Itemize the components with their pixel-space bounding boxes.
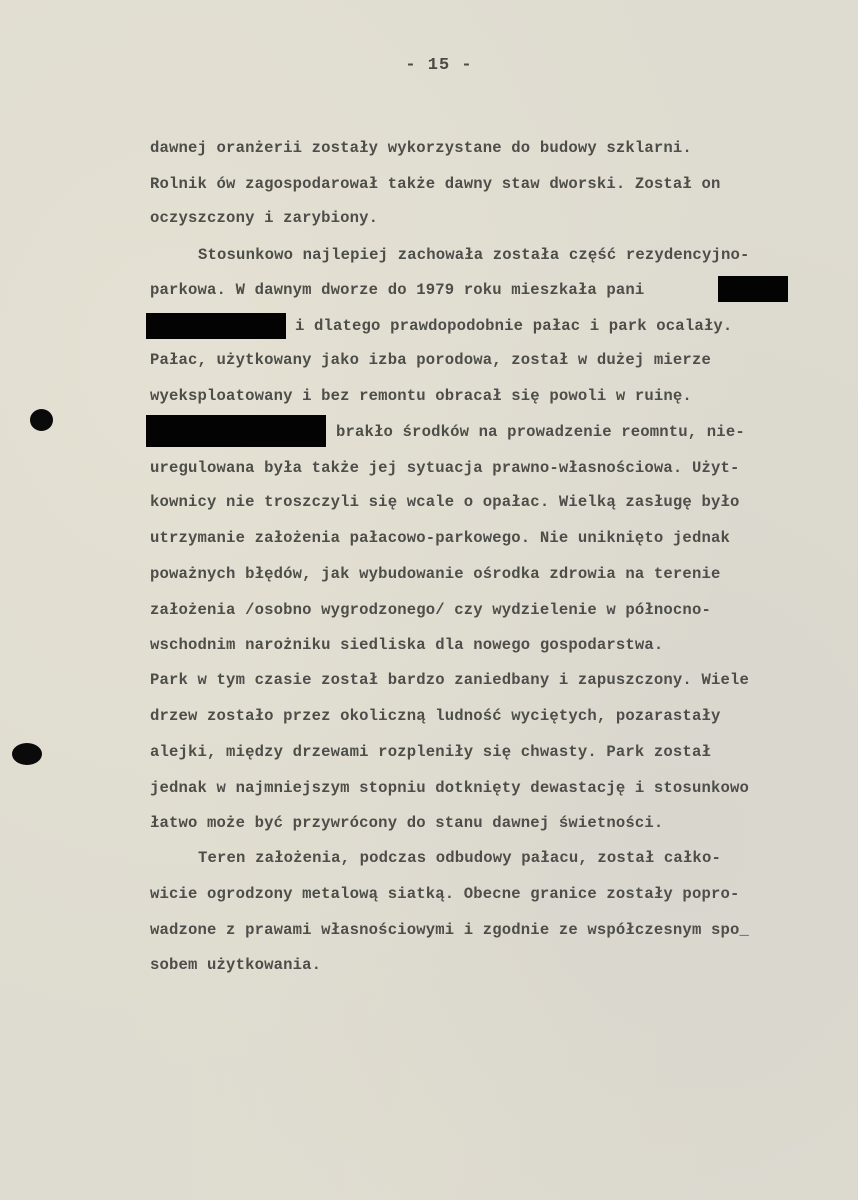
- text-line: Rolnik ów zagospodarował także dawny staw dworski. Został on: [150, 175, 721, 193]
- text-line: wicie ogrodzony metalową siatką. Obecne granice zostały popro-: [150, 885, 740, 903]
- text-line: założenia /osobno wygrodzonego/ czy wydzielenie w północno-: [150, 601, 711, 619]
- text-line: dawnej oranżerii zostały wykorzystane do budowy szklarni.: [150, 139, 692, 157]
- punch-hole-bottom: [12, 743, 42, 765]
- text-line: wschodnim narożniku siedliska dla nowego gospodarstwa.: [150, 636, 664, 654]
- text-line: Park w tym czasie został bardzo zaniedbany i zapuszczony. Wiele: [150, 671, 749, 689]
- text-line: utrzymanie założenia pałacowo-parkowego. Nie uniknięto jednak: [150, 529, 730, 547]
- text-line: i dlatego prawdopodobnie pałac i park ocalały.: [295, 317, 733, 335]
- text-line: oczyszczony i zarybiony.: [150, 209, 379, 227]
- text-line: wadzone z prawami własnościowymi i zgodnie ze współczesnym spo_: [150, 921, 749, 939]
- text-line: wyeksploatowany i bez remontu obracał się powoli w ruinę.: [150, 387, 692, 405]
- page-number: - 15 -: [405, 56, 473, 75]
- text-line: Stosunkowo najlepiej zachowała została część rezydencyjno-: [160, 246, 750, 264]
- punch-hole-top: [30, 409, 53, 431]
- text-line: łatwo może być przywrócony do stanu dawnej świetności.: [150, 814, 664, 832]
- redaction-box: [718, 276, 788, 302]
- text-line: uregulowana była także jej sytuacja prawno-własnościowa. Użyt-: [150, 459, 740, 477]
- text-line: poważnych błędów, jak wybudowanie ośrodka zdrowia na terenie: [150, 565, 721, 583]
- text-line: sobem użytkowania.: [150, 956, 322, 974]
- text-line: Teren założenia, podczas odbudowy pałacu, został całko-: [160, 849, 721, 867]
- text-line: alejki, między drzewami rozpleniły się chwasty. Park został: [150, 743, 711, 761]
- text-line: parkowa. W dawnym dworze do 1979 roku mieszkała pani: [150, 281, 645, 299]
- redaction-box: [146, 415, 326, 447]
- text-line: kownicy nie troszczyli się wcale o opałac. Wielką zasługę było: [150, 493, 740, 511]
- text-line: brakło środków na prowadzenie reomntu, nie-: [336, 423, 745, 441]
- text-line: drzew zostało przez okoliczną ludność wyciętych, pozarastały: [150, 707, 721, 725]
- redaction-box: [146, 313, 286, 339]
- text-line: Pałac, użytkowany jako izba porodowa, został w dużej mierze: [150, 351, 711, 369]
- text-line: jednak w najmniejszym stopniu dotknięty dewastację i stosunkowo: [150, 779, 749, 797]
